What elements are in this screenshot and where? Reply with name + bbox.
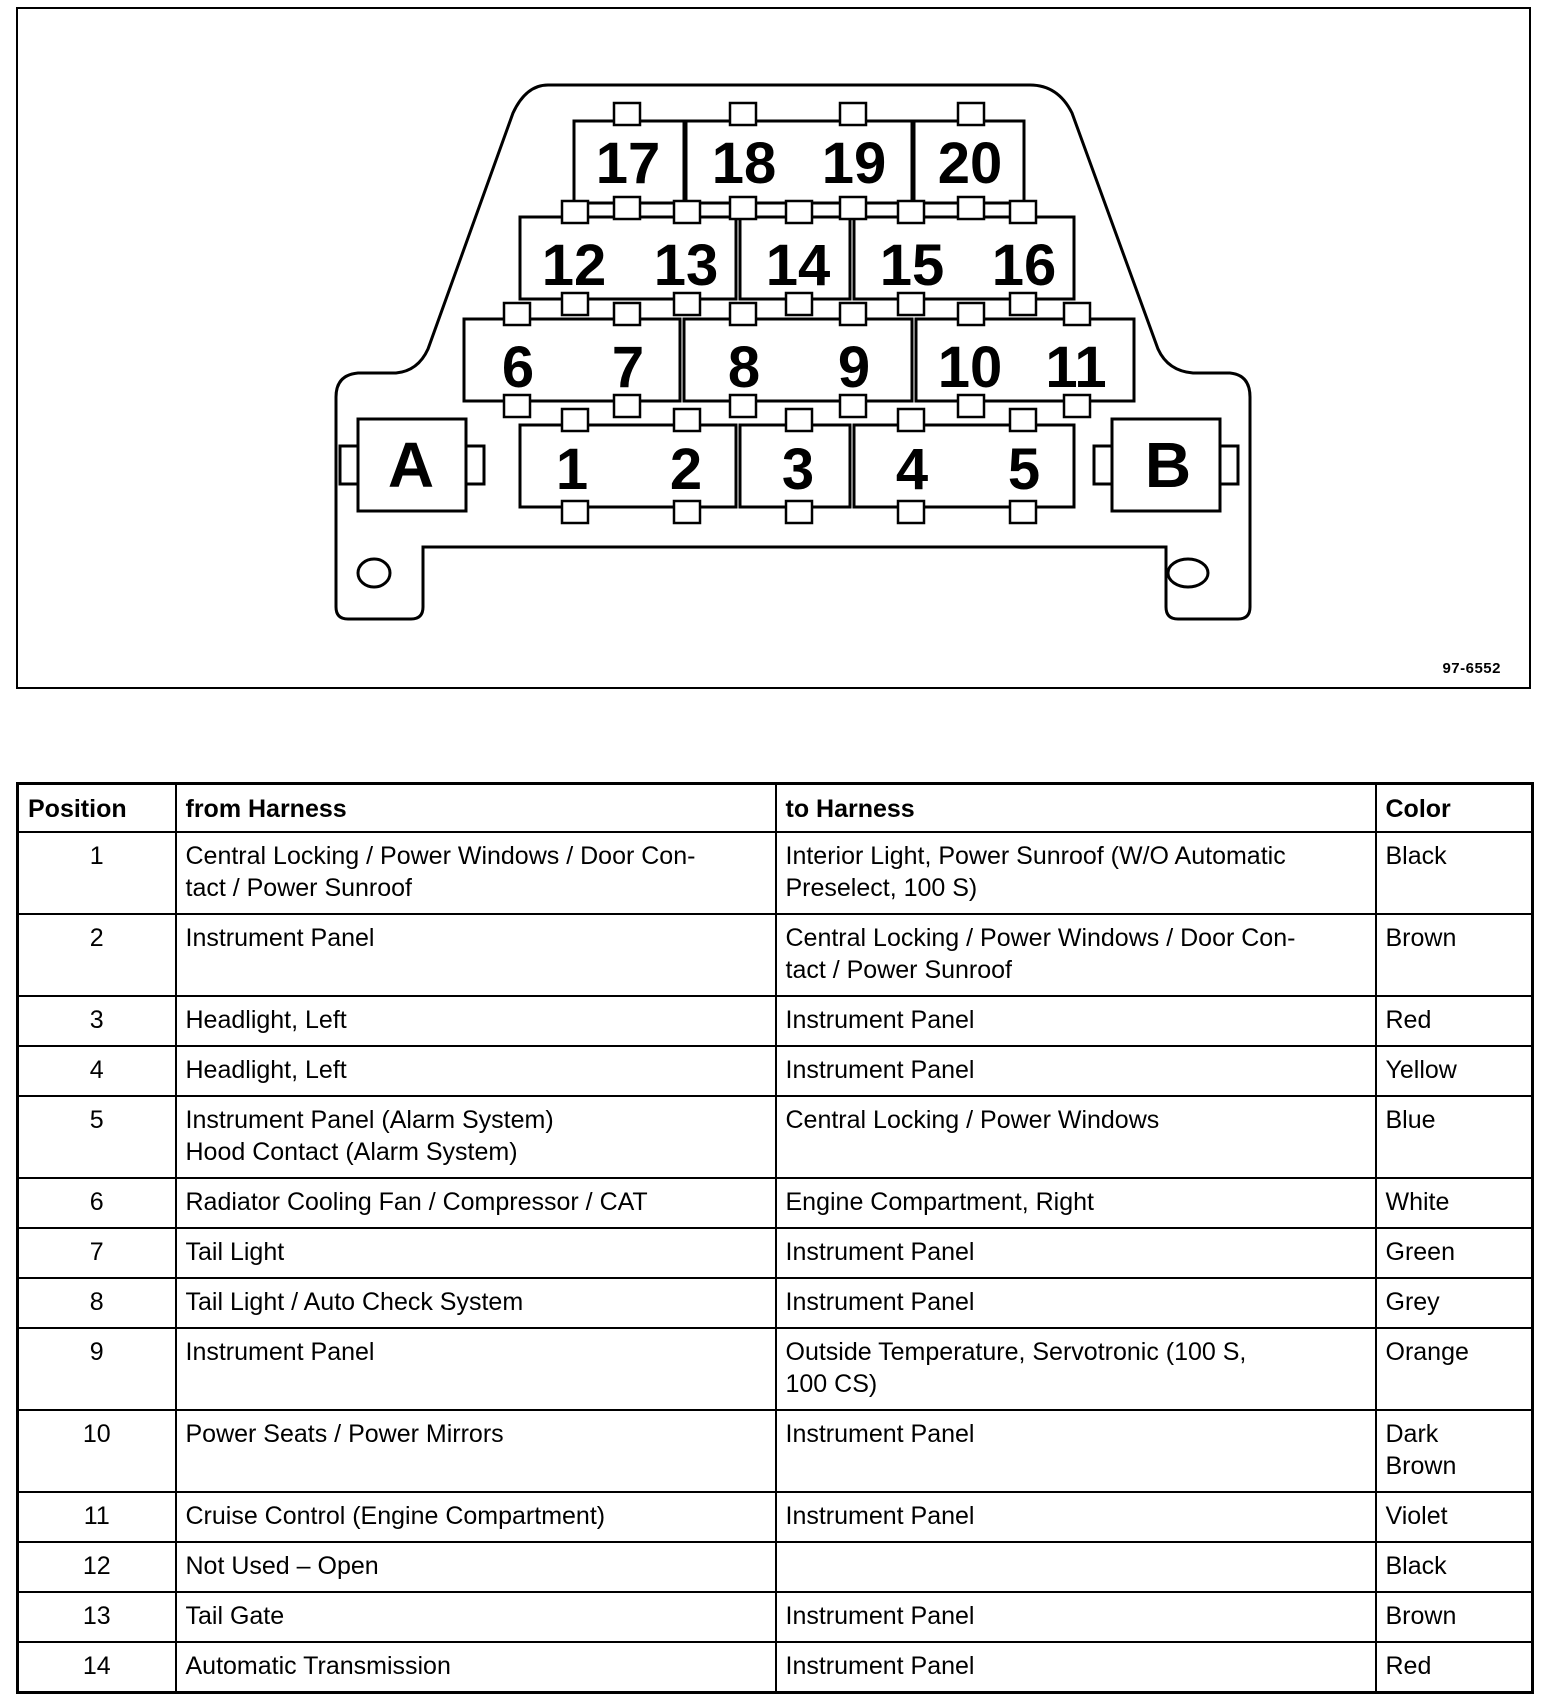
- cell-color: Red: [1376, 996, 1533, 1046]
- housing-outline: [336, 85, 1250, 619]
- table-row: [18, 914, 1533, 996]
- header-from-harness: from Harness: [176, 784, 776, 833]
- block-1-2: [520, 425, 736, 507]
- pin-13: 13: [653, 233, 719, 298]
- pin-20: 20: [937, 131, 1003, 196]
- cell-from: Radiator Cooling Fan / Compressor / CAT: [176, 1178, 776, 1228]
- cell-to: Instrument Panel: [776, 1492, 1376, 1542]
- cell-to: Engine Compartment, Right: [776, 1178, 1376, 1228]
- cell-to: Instrument Panel: [776, 1642, 1376, 1693]
- table-row: [18, 1492, 1533, 1542]
- cell-position: 13: [18, 1592, 176, 1642]
- block-8-9: [684, 319, 912, 401]
- cell-position: 1: [18, 832, 176, 914]
- cell-from: Central Locking / Power Windows / Door Con- tact / Power Sunroof: [176, 832, 776, 914]
- cell-to: Central Locking / Power Windows / Door Con- tact / Power Sunroof: [776, 914, 1376, 996]
- cell-position: 6: [18, 1178, 176, 1228]
- header-to-harness: to Harness: [776, 784, 1376, 833]
- block-6-7: [464, 319, 680, 401]
- table-row: [18, 1542, 1533, 1592]
- cell-position: 14: [18, 1642, 176, 1693]
- pin-11: 11: [1045, 335, 1107, 400]
- pin-15: 15: [879, 233, 945, 298]
- header-position: Position: [18, 784, 176, 833]
- cell-to: Instrument Panel: [776, 996, 1376, 1046]
- table-row: [18, 1328, 1533, 1410]
- pin-8: 8: [727, 335, 761, 400]
- connector-diagram: [16, 7, 1531, 689]
- cell-color: Grey: [1376, 1278, 1533, 1328]
- cell-position: 11: [18, 1492, 176, 1542]
- cell-color: Dark Brown: [1376, 1410, 1533, 1492]
- table-row: [18, 1178, 1533, 1228]
- cell-to: Interior Light, Power Sunroof (W/O Automatic Preselect, 100 S): [776, 832, 1376, 914]
- header-color: Color: [1376, 784, 1533, 833]
- pin-6: 6: [501, 335, 535, 400]
- cell-from: Tail Light / Auto Check System: [176, 1278, 776, 1328]
- pin-12: 12: [541, 233, 607, 298]
- pin-19: 19: [821, 131, 887, 196]
- cell-color: Brown: [1376, 914, 1533, 996]
- cell-to: Instrument Panel: [776, 1046, 1376, 1096]
- cell-color: Violet: [1376, 1492, 1533, 1542]
- table-row: [18, 1642, 1533, 1693]
- cell-position: 9: [18, 1328, 176, 1410]
- connector-b-clip-left: [1094, 446, 1112, 484]
- connector-a-label: A: [387, 429, 435, 501]
- cell-position: 2: [18, 914, 176, 996]
- table-row: [18, 1096, 1533, 1178]
- cell-to: Central Locking / Power Windows: [776, 1096, 1376, 1178]
- cell-position: 5: [18, 1096, 176, 1178]
- connector-b-clip-right: [1220, 446, 1238, 484]
- cell-from: Power Seats / Power Mirrors: [176, 1410, 776, 1492]
- table-row: [18, 1592, 1533, 1642]
- pin-2: 2: [669, 437, 703, 502]
- table-row: [18, 1228, 1533, 1278]
- pin-10: 10: [937, 335, 1003, 400]
- block-4-5: [854, 425, 1074, 507]
- pin-16: 16: [991, 233, 1057, 298]
- cell-from: Not Used – Open: [176, 1542, 776, 1592]
- cell-from: Instrument Panel (Alarm System) Hood Contact (Alarm System): [176, 1096, 776, 1178]
- pin-5: 5: [1007, 437, 1041, 502]
- cell-position: 3: [18, 996, 176, 1046]
- cell-position: 10: [18, 1410, 176, 1492]
- cell-to: Instrument Panel: [776, 1228, 1376, 1278]
- cell-color: Black: [1376, 832, 1533, 914]
- pin-9: 9: [837, 335, 871, 400]
- cell-from: Tail Light: [176, 1228, 776, 1278]
- cell-position: 12: [18, 1542, 176, 1592]
- connector-a-clip-left: [340, 446, 358, 484]
- cell-color: White: [1376, 1178, 1533, 1228]
- pin-17: 17: [595, 131, 661, 196]
- table-body: [18, 832, 1533, 1693]
- figure-id: 97-6552: [1442, 660, 1501, 677]
- cell-to: [776, 1542, 1376, 1592]
- cell-from: Instrument Panel: [176, 914, 776, 996]
- cell-from: Headlight, Left: [176, 996, 776, 1046]
- table-row: [18, 1410, 1533, 1492]
- connector-b-label: B: [1144, 429, 1192, 501]
- cell-color: Green: [1376, 1228, 1533, 1278]
- table-row: [18, 996, 1533, 1046]
- pin-7: 7: [611, 335, 645, 400]
- cell-position: 7: [18, 1228, 176, 1278]
- cell-color: Orange: [1376, 1328, 1533, 1410]
- cell-to: Instrument Panel: [776, 1278, 1376, 1328]
- pin-1: 1: [555, 437, 589, 502]
- cell-to: Instrument Panel: [776, 1410, 1376, 1492]
- cell-position: 8: [18, 1278, 176, 1328]
- cell-from: Tail Gate: [176, 1592, 776, 1642]
- pin-3: 3: [781, 437, 815, 502]
- table-row: [18, 1278, 1533, 1328]
- cell-to: Instrument Panel: [776, 1592, 1376, 1642]
- cell-from: Instrument Panel: [176, 1328, 776, 1410]
- mounting-hole-right: [1168, 559, 1208, 587]
- cell-color: Yellow: [1376, 1046, 1533, 1096]
- mounting-hole-left: [358, 559, 390, 587]
- cell-color: Black: [1376, 1542, 1533, 1592]
- pin-4: 4: [895, 437, 929, 502]
- cell-from: Headlight, Left: [176, 1046, 776, 1096]
- pin-18: 18: [711, 131, 777, 196]
- cell-color: Red: [1376, 1642, 1533, 1693]
- connector-a-clip-right: [466, 446, 484, 484]
- table-header-row: [18, 784, 1533, 833]
- cell-position: 4: [18, 1046, 176, 1096]
- cell-from: Cruise Control (Engine Compartment): [176, 1492, 776, 1542]
- wiring-table: [16, 782, 1534, 1694]
- cell-color: Blue: [1376, 1096, 1533, 1178]
- cell-color: Brown: [1376, 1592, 1533, 1642]
- connector-housing-drawing: [18, 9, 1533, 691]
- cell-to: Outside Temperature, Servotronic (100 S, 100 CS): [776, 1328, 1376, 1410]
- pin-14: 14: [765, 233, 831, 298]
- cell-from: Automatic Transmission: [176, 1642, 776, 1693]
- table-row: [18, 832, 1533, 914]
- table-row: [18, 1046, 1533, 1096]
